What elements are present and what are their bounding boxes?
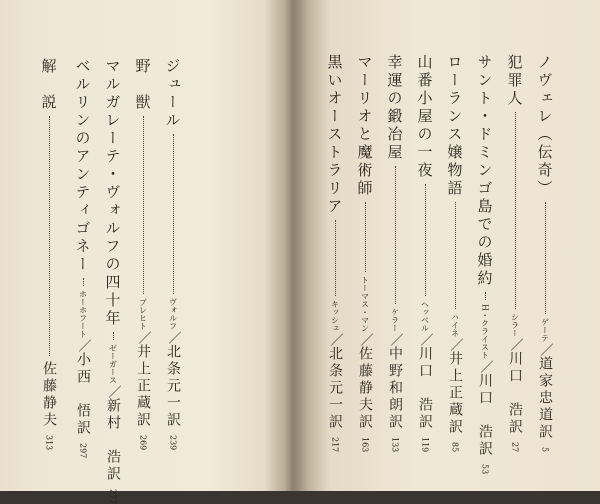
separator: ／ [537, 342, 553, 356]
entry-translator: 新村 浩訳 [105, 398, 121, 483]
toc-entry [356, 54, 374, 452]
entry-author: ゲーテ [540, 317, 550, 342]
entry-page: 119 [420, 436, 430, 452]
entry-title: 解 説 [39, 58, 58, 112]
separator: ／ [165, 330, 181, 344]
entry-page: 53 [480, 463, 490, 475]
entry-page: 277 [108, 489, 118, 504]
entry-title: 幸運の鍛冶屋 [385, 54, 404, 162]
toc-entry [326, 54, 344, 452]
dot-leader [485, 292, 486, 300]
entry-page: 217 [330, 436, 340, 452]
dot-leader [365, 202, 366, 272]
toc-entry [73, 58, 92, 459]
toc-entry [134, 58, 152, 450]
entry-author: ブレヒト [138, 297, 148, 330]
separator: ／ [105, 385, 121, 398]
separator: ／ [477, 359, 493, 373]
toc-entry [40, 58, 58, 450]
entry-title: マーリオと魔術師 [355, 54, 374, 198]
entry-author: ヘッベル [420, 299, 430, 332]
entry-title: ベルリンのアンティゴネー [73, 58, 92, 274]
entry-title: ローランス嬢物語 [445, 54, 464, 198]
dot-leader [515, 112, 516, 309]
left-page [0, 0, 290, 504]
entry-page: 27 [510, 441, 520, 452]
dot-leader [83, 278, 84, 286]
entry-title: 野 獣 [133, 58, 152, 112]
entry-page: 239 [168, 434, 178, 450]
toc-entry [536, 54, 554, 452]
entry-translator: 北条元一訳 [327, 345, 343, 431]
entry-author: シラー [510, 312, 520, 337]
toc-entry [386, 54, 404, 452]
separator: ／ [387, 332, 403, 346]
entry-author: ゼーガース [108, 344, 118, 384]
entry-title: マルガレーテ・ヴォルフの四十年 [103, 58, 122, 328]
toc-entry [475, 54, 494, 475]
entry-title: ノヴェレ（伝奇） [535, 54, 554, 198]
entry-title: ジュール [163, 58, 182, 130]
dot-leader [335, 220, 336, 296]
dot-leader [545, 202, 546, 314]
entry-translator: 小西 悟訳 [75, 352, 91, 437]
entry-title: 犯罪人 [505, 54, 524, 108]
entry-page: 313 [44, 434, 54, 450]
entry-page: 5 [540, 446, 550, 452]
entry-page: 269 [138, 434, 148, 450]
entry-page: 297 [78, 443, 88, 459]
entry-page: 133 [390, 436, 400, 452]
entry-author: ハイネ [450, 312, 460, 337]
entry-author: ヴォルフ [168, 297, 178, 330]
entry-translator: 道家忠道訳 [537, 355, 553, 441]
entry-author: トーマス・マン [360, 275, 370, 332]
toc-entry [164, 58, 182, 450]
entry-author: ホーホフート [78, 290, 88, 338]
entry-translator: 川口 浩訳 [507, 350, 523, 436]
entry-page: 85 [450, 441, 460, 452]
entry-translator: 中野和朗訳 [387, 345, 403, 431]
dot-leader [173, 134, 174, 294]
entry-title: 黒いオーストラリア [325, 54, 344, 216]
separator: ／ [327, 332, 343, 346]
dot-leader [425, 184, 426, 296]
entry-translator: 井上正蔵訳 [135, 343, 151, 429]
entry-page: 163 [360, 436, 370, 452]
entry-author: ケラー [390, 307, 400, 332]
entry-translator: 川口 浩訳 [477, 372, 493, 458]
entry-author: H・クライスト [480, 304, 490, 359]
dot-leader [143, 116, 144, 294]
separator: ／ [135, 330, 151, 344]
dot-leader [455, 202, 456, 309]
entry-translator: 井上正蔵訳 [447, 350, 463, 436]
entry-translator: 佐藤静夫訳 [357, 345, 373, 431]
entry-title: サント・ドミンゴ島での婚約 [475, 54, 494, 288]
separator: ／ [417, 332, 433, 346]
dot-leader [49, 116, 50, 356]
entry-title: 山番小屋の一夜 [415, 54, 434, 180]
entry-translator: 北条元一訳 [165, 343, 181, 429]
dot-leader [395, 166, 396, 304]
right-page [300, 0, 600, 491]
toc-entry [103, 58, 122, 504]
entry-author: キッシュ [330, 299, 340, 332]
separator: ／ [75, 339, 91, 352]
toc-entry [416, 54, 434, 452]
dot-leader [113, 332, 114, 340]
toc-entry [446, 54, 464, 452]
entry-translator: 川口 浩訳 [417, 345, 433, 431]
separator: ／ [507, 337, 523, 351]
separator: ／ [447, 337, 463, 351]
separator: ／ [357, 332, 373, 346]
toc-entry [506, 54, 524, 452]
entry-translator: 佐藤静夫 [41, 360, 57, 429]
